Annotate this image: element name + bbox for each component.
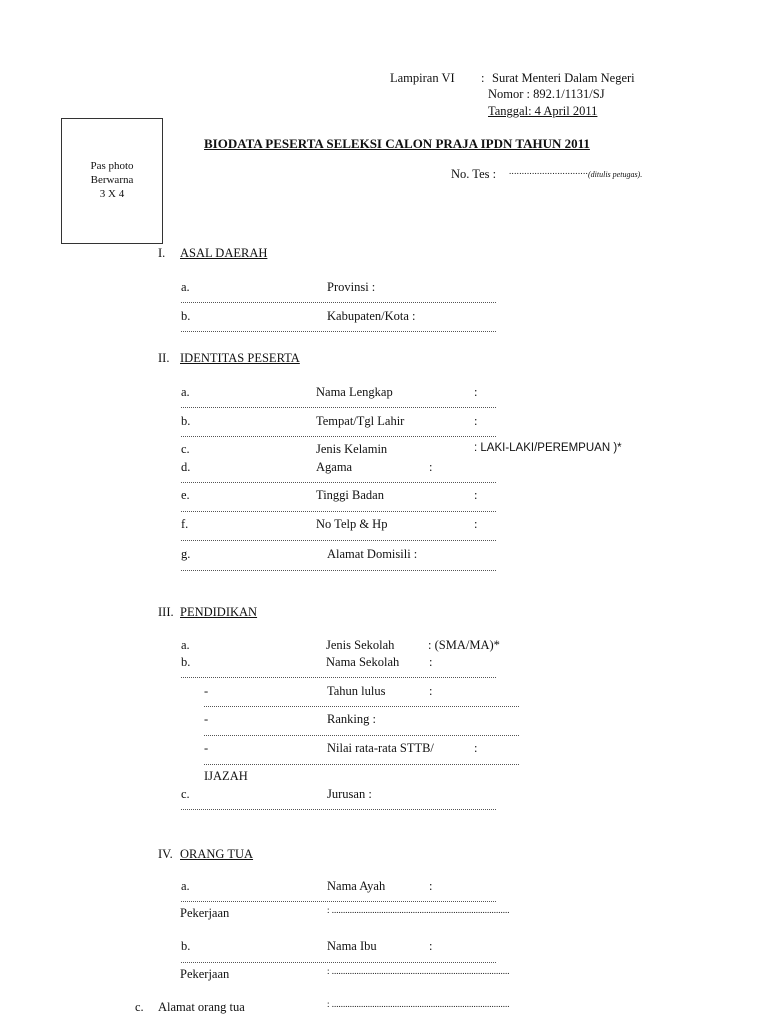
s1-a-letter: a. — [181, 280, 190, 294]
nama-ibu-field[interactable] — [181, 962, 496, 963]
tahun-lulus-field[interactable] — [204, 706, 519, 707]
provinsi-label: Provinsi : — [327, 280, 376, 294]
s3-a-letter: a. — [181, 638, 190, 652]
s3-c-letter: c. — [181, 787, 190, 801]
section-1-number: I. — [158, 246, 166, 260]
section-3-number: III. — [158, 605, 174, 619]
alamat-domisili-label: Alamat Domisili : — [327, 547, 418, 561]
tinggi-badan-label: Tinggi Badan — [316, 488, 384, 502]
agama-label: Agama — [316, 460, 353, 474]
s2-d-letter: d. — [181, 460, 191, 474]
nilai-colon: : — [474, 741, 478, 755]
jurusan-field[interactable] — [181, 809, 496, 810]
section-4-title: ORANG TUA — [180, 847, 254, 861]
jurusan-label: Jurusan : — [327, 787, 372, 801]
nama-sekolah-label: Nama Sekolah — [326, 655, 400, 669]
document-title: BIODATA PESERTA SELEKSI CALON PRAJA IPDN TAHUN 2011 — [204, 136, 590, 151]
s2-f-letter: f. — [181, 517, 189, 531]
tinggi-badan-colon: : — [474, 488, 478, 502]
section-4-number: IV. — [158, 847, 173, 861]
agama-field[interactable] — [181, 482, 496, 483]
s2-b-letter: b. — [181, 414, 191, 428]
pekerjaan-ayah-field[interactable]: : ............................................................................... — [327, 905, 510, 915]
photo-line-2: Berwarna — [90, 174, 134, 186]
section-2-title: IDENTITAS PESERTA — [180, 351, 300, 365]
nilai-dash: - — [204, 741, 209, 755]
provinsi-field[interactable] — [181, 302, 496, 303]
nilai-label: Nilai rata-rata STTB/ — [327, 741, 434, 755]
nama-ayah-field[interactable] — [181, 901, 496, 902]
tahun-dash: - — [204, 684, 209, 698]
s2-a-letter: a. — [181, 385, 190, 399]
s4-c-letter: c. — [135, 1000, 144, 1014]
kabupaten-label: Kabupaten/Kota : — [327, 309, 416, 323]
nomor-text: Nomor : 892.1/1131/SJ — [488, 87, 605, 101]
nama-lengkap-colon: : — [474, 385, 478, 399]
telp-label: No Telp & Hp — [316, 517, 388, 531]
photo-line-1: Pas photo — [90, 160, 134, 172]
nama-sekolah-field[interactable] — [181, 677, 496, 678]
nilai-field[interactable] — [204, 764, 519, 765]
ranking-label: Ranking : — [327, 712, 376, 726]
nama-ayah-label: Nama Ayah — [327, 879, 386, 893]
photo-box — [61, 118, 163, 244]
no-tes-label: No. Tes : — [451, 167, 497, 181]
surat-text: Surat Menteri Dalam Negeri — [492, 71, 635, 85]
s3-b-letter: b. — [181, 655, 191, 669]
tahun-lulus-label: Tahun lulus — [327, 684, 386, 698]
jenis-kelamin-value[interactable]: : LAKI-LAKI/PEREMPUAN )* — [474, 442, 622, 454]
no-tes-note: (ditulis petugas). — [588, 170, 643, 179]
pekerjaan-ibu-label: Pekerjaan — [180, 967, 230, 981]
s4-b-letter: b. — [181, 939, 191, 953]
tempat-lahir-label: Tempat/Tgl Lahir — [316, 414, 405, 428]
alamat-orang-tua-label: Alamat orang tua — [158, 1000, 245, 1014]
nama-lengkap-label: Nama Lengkap — [316, 385, 393, 399]
alamat-domisili-field[interactable] — [181, 570, 496, 571]
tahun-lulus-colon: : — [429, 684, 433, 698]
nama-ibu-colon: : — [429, 939, 433, 953]
lampiran-label: Lampiran VI — [390, 71, 455, 85]
section-1-title: ASAL DAERAH — [180, 246, 268, 260]
lampiran-colon: : — [481, 71, 485, 85]
pekerjaan-ibu-field[interactable]: : ............................................................................... — [327, 966, 510, 976]
tinggi-badan-field[interactable] — [181, 511, 496, 512]
nama-ayah-colon: : — [429, 879, 433, 893]
kabupaten-field[interactable] — [181, 331, 496, 332]
tanggal-text: Tanggal: 4 April 2011 — [488, 104, 598, 118]
telp-colon: : — [474, 517, 478, 531]
s2-e-letter: e. — [181, 488, 190, 502]
agama-colon: : — [429, 460, 433, 474]
photo-line-3: 3 X 4 — [99, 188, 125, 200]
no-tes-dots: ............................... — [509, 166, 589, 176]
pekerjaan-ayah-label: Pekerjaan — [180, 906, 230, 920]
jenis-sekolah-label: Jenis Sekolah — [326, 638, 395, 652]
ranking-dash: - — [204, 712, 209, 726]
ranking-field[interactable] — [204, 735, 519, 736]
nama-ibu-label: Nama Ibu — [327, 939, 377, 953]
jenis-kelamin-label: Jenis Kelamin — [316, 442, 388, 456]
tempat-lahir-field[interactable] — [181, 436, 496, 437]
jenis-sekolah-value[interactable]: : (SMA/MA)* — [428, 638, 500, 652]
s2-g-letter: g. — [181, 547, 191, 561]
s4-a-letter: a. — [181, 879, 190, 893]
section-3-title: PENDIDIKAN — [180, 605, 258, 619]
tempat-lahir-colon: : — [474, 414, 478, 428]
telp-field[interactable] — [181, 540, 496, 541]
nama-lengkap-field[interactable] — [181, 407, 496, 408]
s2-c-letter: c. — [181, 442, 190, 456]
nama-sekolah-colon: : — [429, 655, 433, 669]
section-2-number: II. — [158, 351, 170, 365]
ijazah-label: IJAZAH — [204, 769, 248, 783]
s1-b-letter: b. — [181, 309, 191, 323]
alamat-orang-tua-field[interactable]: : ............................................................................... — [327, 999, 510, 1009]
